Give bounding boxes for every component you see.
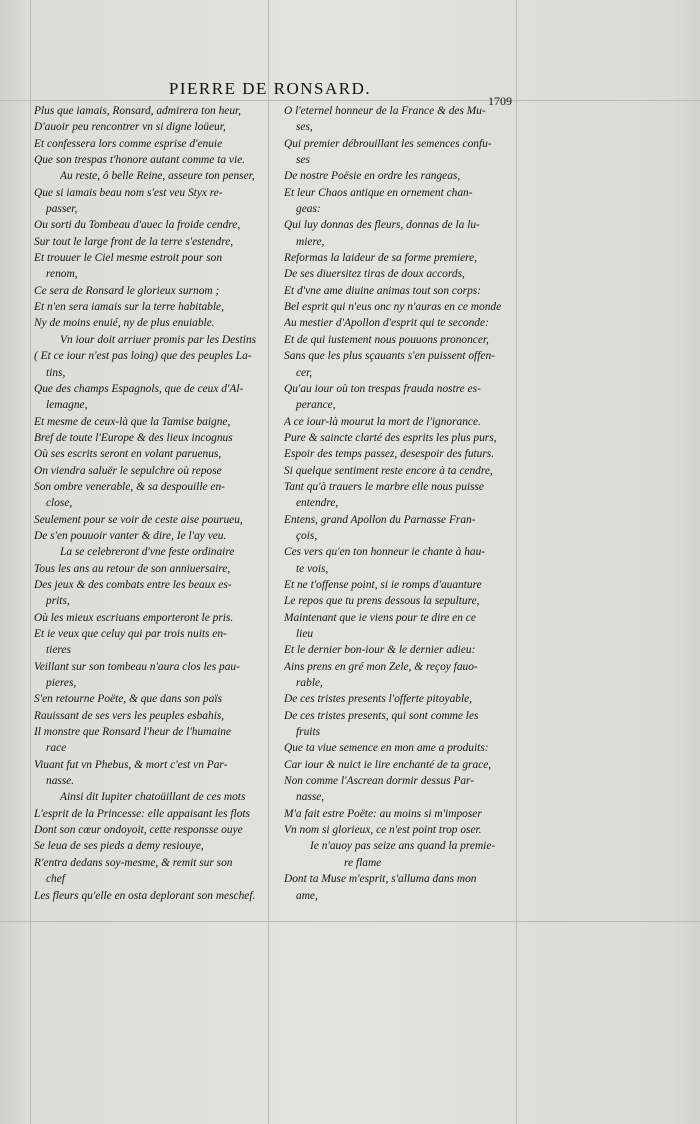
verse-line: ses, — [296, 121, 313, 134]
verse-line: Tant qu'à trauers le marbre elle nous puisse — [284, 480, 484, 493]
verse-line: Espoir des temps passez, desespoir des futurs. — [284, 448, 495, 461]
verse-line: pieres, — [46, 677, 77, 690]
verse-line: tieres — [46, 644, 71, 657]
ruling-line — [0, 921, 700, 922]
verse-line: passer, — [46, 203, 78, 216]
verse-line: Entens, grand Apollon du Parnasse Fran- — [284, 513, 476, 526]
verse-line: Que son trespas t'honore autant comme ta vie. — [34, 154, 246, 167]
verse-line: Bel esprit qui n'eus onc ny n'auras en ce monde — [284, 301, 502, 314]
verse-line: Maintenant que ie viens pour te dire en ce — [284, 611, 476, 624]
verse-line: De ces tristes presents, qui sont comme les — [284, 709, 479, 722]
verse-line: te vois, — [296, 562, 329, 575]
verse-line: Bref de toute l'Europe & des lieux incognus — [34, 431, 233, 444]
verse-line: Et leur Chaos antique en ornement chan- — [284, 186, 473, 199]
verse-line: Et ie veux que celuy qui par trois nuits en- — [34, 628, 227, 640]
verse-line: Sans que les plus sçauants s'en puissent offen- — [284, 350, 495, 363]
ruling-line — [30, 0, 31, 1124]
verse-line: Et n'en sera iamais sur la terre habitable, — [34, 301, 224, 314]
verse-line: Que ta viue semence en mon ame a produits: — [284, 742, 489, 755]
verse-line: Et de qui iustement nous pouuons prononcer, — [284, 333, 489, 346]
verse-line: Tous les ans au retour de son anniuersaire, — [34, 562, 231, 575]
verse-line: Ces vers qu'en ton honneur ie chante à hau- — [284, 546, 486, 559]
verse-line: Et mesme de ceux-là que la Tamise baigne, — [34, 415, 231, 428]
verse-line: Des jeux & des combats entre les beaux es- — [34, 578, 232, 591]
verse-line: Au reste, ô belle Reine, asseure ton penser, — [60, 170, 255, 183]
verse-line: renom, — [46, 268, 78, 281]
verse-line: Et le dernier bon-iour & le dernier adieu: — [284, 644, 476, 657]
verse-line: lemagne, — [46, 399, 88, 412]
verse-line: Rauissant de ses vers les peuples esbahis, — [34, 709, 225, 722]
verse-line: cer, — [296, 366, 313, 379]
ruling-line — [516, 0, 517, 1124]
verse-line: Car iour & nuict ie lire enchanté de ta grace, — [284, 758, 492, 771]
left-text-column — [34, 103, 274, 904]
verse-line: Seulement pour se voir de ceste aise pourueu, — [34, 513, 243, 526]
verse-line: De s'en pouuoir vanter & dire, Ie l'ay veu. — [34, 529, 227, 542]
running-title: PIERRE DE RONSARD. — [168, 79, 372, 98]
verse-line: Où ses escrits seront en volant paruenus, — [34, 448, 222, 461]
verse-line: Et trouuer le Ciel mesme estroit pour son — [34, 252, 223, 265]
verse-line: Qu'au iour où ton trespas frauda nostre es- — [284, 382, 481, 395]
verse-line: De ses diuersitez tiras de doux accords, — [284, 268, 465, 281]
verse-line: Veillant sur son tombeau n'aura clos les pau- — [34, 660, 240, 673]
verse-line: Les fleurs qu'elle en osta deplorant son meschef. — [34, 889, 256, 902]
verse-line: Non comme l'Ascrean dormir dessus Par- — [284, 775, 475, 788]
verse-line: tins, — [46, 366, 66, 379]
verse-line: S'en retourne Poëte, & que dans son païs — [34, 693, 223, 706]
verse-line: perance, — [296, 399, 336, 412]
verse-line: L'esprit de la Princesse: elle appaisant les flots — [34, 807, 250, 820]
verse-line: close, — [46, 497, 73, 510]
verse-line: Qui premier débrouillant les semences confu- — [284, 137, 492, 150]
verse-line: Ainsi dit Iupiter chatoüillant de ces mots — [60, 791, 246, 804]
verse-line: M'a fait estre Poëte: au moins si m'imposer — [284, 807, 482, 820]
verse-line: rable, — [296, 677, 323, 690]
verse-line: D'auoir peu rencontrer vn si digne loüeur, — [34, 121, 226, 134]
verse-line: On viendra saluër le sepulchre où repose — [34, 464, 222, 477]
verse-line: Pure & saincte clarté des esprits les plus purs, — [284, 431, 497, 444]
verse-line: geas: — [296, 203, 321, 216]
verse-line: Vn iour doit arriuer promis par les Destins — [60, 333, 257, 346]
verse-line: fruits — [296, 726, 321, 739]
verse-line: Son ombre venerable, & sa despouille en- — [34, 480, 225, 493]
verse-line: R'entra dedans soy-mesme, & remit sur son — [34, 856, 233, 869]
verse-line: La se celebreront d'vne feste ordinaire — [60, 546, 235, 559]
verse-line: ses — [296, 154, 310, 167]
verse-line: race — [46, 742, 67, 755]
verse-line: entendre, — [296, 497, 339, 510]
verse-line: Il monstre que Ronsard l'heur de l'humaine — [34, 726, 232, 739]
verse-line: Que si iamais beau nom s'est veu Styx re- — [34, 186, 223, 199]
verse-line: Où les mieux escriuans emporteront le pris. — [34, 611, 234, 624]
verse-line: ame, — [296, 889, 318, 902]
verse-line: çois, — [296, 529, 318, 542]
verse-line: Ce sera de Ronsard le glorieux surnom ; — [34, 284, 220, 297]
verse-line: Au mestier d'Apollon d'esprit qui te seconde: — [284, 317, 489, 330]
verse-line: De nostre Poësie en ordre les rangeas, — [284, 170, 461, 183]
verse-line: Viuant fut vn Phebus, & mort c'est vn Par- — [34, 758, 228, 771]
verse-line: Qui luy donnas des fleurs, donnas de la lu- — [284, 219, 480, 232]
verse-line: miere, — [296, 235, 325, 248]
verse-line: Le repos que tu prens dessous la sepulture, — [284, 595, 480, 608]
verse-line: Ny de moins enuié, ny de plus enuiable. — [34, 317, 215, 330]
page-number: 1709 — [488, 94, 512, 108]
verse-line: Dont ta Muse m'esprit, s'alluma dans mon — [284, 873, 477, 886]
verse-line: ( Et ce iour n'est pas loing) que des peuples La- — [34, 350, 252, 363]
verse-line: Que des champs Espagnols, que de ceux d'Al- — [34, 382, 244, 395]
verse-line: Plus que iamais, Ronsard, admirera ton heur, — [34, 105, 242, 117]
verse-line: Et d'vne ame diuine animas tout son corps: — [284, 284, 482, 297]
verse-line: Ie n'auoy pas seize ans quand la premie- — [310, 840, 496, 853]
verse-line: O l'eternel honneur de la France & des Mu- — [284, 105, 486, 117]
verse-line: A ce iour-là mourut la mort de l'ignorance. — [284, 415, 481, 428]
verse-line: Vn nom si glorieux, ce n'est point trop oser. — [284, 824, 482, 837]
verse-line: Ou sorti du Tombeau d'auec la froide cendre, — [34, 219, 241, 232]
verse-line: De ces tristes presents l'offerte pitoyable, — [284, 693, 473, 706]
verse-line: chef — [46, 873, 65, 886]
verse-line: Reformas la laideur de sa forme premiere, — [284, 252, 478, 265]
verse-line: Ains prens en gré mon Zele, & reçoy fauo- — [284, 660, 478, 673]
verse-line: lieu — [296, 628, 314, 640]
verse-line: nasse, — [296, 791, 325, 804]
verse-line: nasse. — [46, 775, 75, 788]
verse-line: Si quelque sentiment reste encore à ta cendre, — [284, 464, 493, 477]
verse-line: Se leua de ses pieds a demy resiouye, — [34, 840, 204, 853]
verse-line: re flame — [344, 856, 382, 869]
verse-line: Dont son cœur ondoyoit, cette responsse ouye — [34, 824, 243, 837]
verse-line: Et ne t'offense point, si ie romps d'auanture — [284, 578, 482, 591]
verse-line: prits, — [46, 595, 70, 608]
verse-line: Et confessera lors comme esprise d'enuie — [34, 137, 223, 150]
right-text-column — [284, 103, 516, 904]
verse-line: Sur tout le large front de la terre s'estendre, — [34, 235, 234, 248]
